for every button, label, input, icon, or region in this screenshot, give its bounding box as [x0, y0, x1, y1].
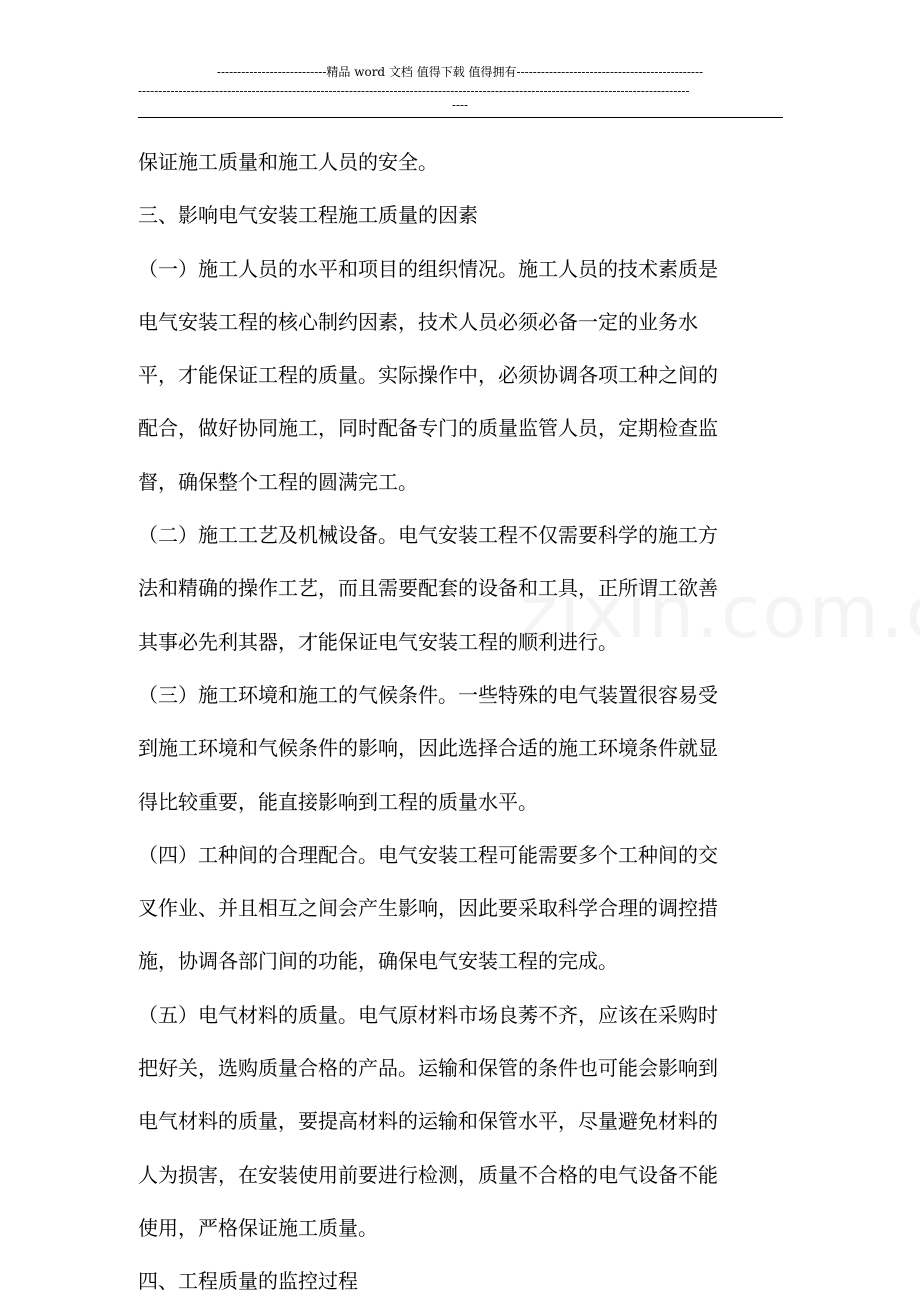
document-body — [138, 138, 783, 1305]
text-line: 到施工环境和气候条件的影响，因此选择合适的施工环境条件就显 — [138, 736, 718, 761]
text-line: 把好关，选购质量合格的产品。运输和保管的条件也可能会影响到 — [138, 1056, 718, 1081]
text-line: 人为损害，在安装使用前要进行检测，质量不合格的电气设备不能 — [138, 1162, 718, 1187]
text-line: （一）施工人员的水平和项目的组织情况。施工人员的技术素质是 — [138, 256, 718, 281]
text-line: 配合，做好协同施工，同时配备专门的质量监管人员，定期检查监 — [138, 416, 718, 441]
text-line: （五）电气材料的质量。电气原材料市场良莠不齐，应该在采购时 — [138, 1002, 718, 1027]
section-heading: 三、影响电气安装工程施工质量的因素 — [138, 203, 478, 228]
text-line: 保证施工质量和施工人员的安全。 — [138, 150, 438, 174]
text-line: 叉作业、并且相互之间会产生影响，因此要采取科学合理的调控措 — [138, 896, 718, 921]
text-line: 电气安装工程的核心制约因素，技术人员必须必备一定的业务水 — [138, 309, 698, 334]
text-line: 其事必先利其器，才能保证电气安装工程的顺利进行。 — [138, 629, 618, 654]
page-header-dashes-tail: ---- — [451, 98, 469, 112]
text-line: （三）施工环境和施工的气候条件。一些特殊的电气装置很容易受 — [138, 682, 718, 707]
text-line: （四）工种间的合理配合。电气安装工程可能需要多个工种间的交 — [138, 842, 718, 867]
text-line: 法和精确的操作工艺，而且需要配套的设备和工具，正所谓工欲善 — [138, 576, 718, 601]
section-heading: 四、工程质量的监控过程 — [138, 1269, 358, 1294]
page-header-banner: ---------------------------精品 word 文档 值得下载 值得拥有---------------------------------------------- — [216, 65, 704, 79]
text-line: 平，才能保证工程的质量。实际操作中，必须协调各项工种之间的 — [138, 363, 718, 388]
header-rule — [138, 117, 783, 118]
text-line: 督，确保整个工程的圆满完工。 — [138, 469, 418, 494]
text-line: 使用，严格保证施工质量。 — [138, 1215, 378, 1240]
text-line: 得比较重要，能直接影响到工程的质量水平。 — [138, 789, 538, 814]
text-line: 施，协调各部门间的功能，确保电气安装工程的完成。 — [138, 949, 618, 974]
text-line: （二）施工工艺及机械设备。电气安装工程不仅需要科学的施工方 — [138, 523, 718, 548]
text-line: 电气材料的质量，要提高材料的运输和保管水平，尽量避免材料的 — [138, 1109, 718, 1134]
page-header-dashes: ---------------------------------------------------------------------------------------------------------------------------------------- — [138, 84, 690, 98]
